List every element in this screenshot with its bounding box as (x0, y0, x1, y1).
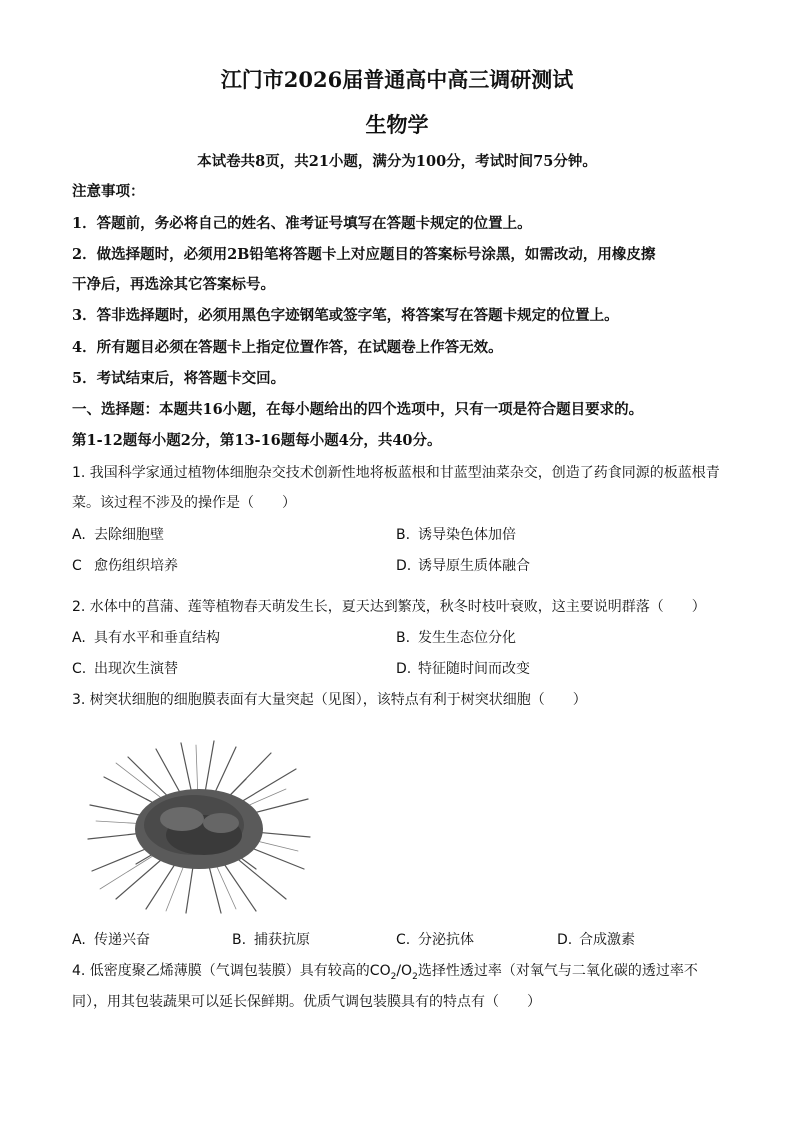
option-key: C (72, 558, 82, 574)
exam-title: 江门市2026届普通高中高三调研测试 (220, 67, 574, 92)
section-scoring: 第1-12题每小题2分，第13-16题每小题4分，共40分。 (72, 432, 442, 449)
option-key: B. (396, 630, 411, 646)
option-key: C. (72, 661, 87, 677)
option-key: C. (396, 932, 411, 948)
option-text: 诱导染色体加倍 (418, 527, 516, 543)
question-1-option-c (72, 556, 178, 576)
dendritic-cell-micrograph-icon (86, 739, 312, 915)
notice-item: 4．所有题目必须在答题卡上指定位置作答，在试题卷上作答无效。 (72, 339, 503, 356)
question-3-stem: 3. 树突状细胞的细胞膜表面有大量突起（见图），该特点有利于树突状细胞（ ） (72, 692, 587, 708)
option-text: 愈伤组织培养 (94, 558, 178, 574)
question-3-option-a (72, 930, 150, 950)
notice-item: 干净后，再选涂其它答案标号。 (72, 276, 275, 293)
option-text: 具有水平和垂直结构 (94, 630, 220, 646)
question-2-option-b (396, 628, 516, 648)
question-2-stem: 2. 水体中的菖蒲、莲等植物春天萌发生长，夏天达到繁茂，秋冬时枝叶衰败，这主要说明群落（ ） (72, 599, 706, 615)
notice-heading: 注意事项： (72, 183, 145, 200)
option-text: 分泌抗体 (418, 932, 474, 948)
question-4-stem-part: 4. 低密度聚乙烯薄膜（气调包装膜）具有较高的CO (72, 963, 391, 979)
notice-item: 3．答非选择题时，必须用黑色字迹钢笔或签字笔，将答案写在答题卡规定的位置上。 (72, 307, 619, 324)
question-3-option-b (232, 930, 310, 950)
option-text: 传递兴奋 (94, 932, 150, 948)
option-key: B. (396, 527, 411, 543)
subscript-2: 2 (412, 971, 418, 982)
question-4-stem-part: 选择性透过率（对氧气与二氧化碳的透过率不 (417, 963, 698, 979)
exam-info: 本试卷共8页，共21小题，满分为100分，考试时间75分钟。 (197, 153, 597, 170)
option-key: A. (72, 630, 86, 646)
option-key: D. (396, 558, 412, 574)
question-4-stem-cont: 同），用其包装蔬果可以延长保鲜期。优质气调包装膜具有的特点有（ ） (72, 994, 541, 1010)
question-1-option-d (396, 556, 530, 576)
question-3-option-c (396, 930, 474, 950)
option-key: D. (557, 932, 573, 948)
question-2-option-c (72, 659, 178, 679)
question-1-stem-cont: 菜。该过程不涉及的操作是（ ） (72, 495, 296, 511)
question-3-option-d (557, 930, 635, 950)
option-key: A. (72, 527, 86, 543)
question-2-option-a (72, 628, 220, 648)
option-key: D. (396, 661, 412, 677)
question-1-option-b (396, 525, 516, 545)
option-text: 出现次生演替 (94, 661, 178, 677)
subject-title: 生物学 (365, 112, 429, 137)
option-text: 捕获抗原 (254, 932, 310, 948)
option-key: B. (232, 932, 247, 948)
option-text: 特征随时间而改变 (418, 661, 530, 677)
question-4-stem-part: /O (396, 963, 413, 979)
notice-item: 1．答题前，务必将自己的姓名、准考证号填写在答题卡规定的位置上。 (72, 215, 532, 232)
section-heading: 一、选择题：本题共16小题，在每小题给出的四个选项中，只有一项是符合题目要求的。 (72, 401, 644, 418)
notice-item: 5．考试结束后，将答题卡交回。 (72, 370, 286, 387)
question-2-option-d (396, 659, 530, 679)
question-1-option-a (72, 525, 164, 545)
option-text: 去除细胞壁 (94, 527, 164, 543)
subscript-2: 2 (390, 971, 397, 982)
option-text: 合成激素 (579, 932, 635, 948)
notice-item: 2．做选择题时，必须用2B铅笔将答题卡上对应题目的答案标号涂黑，如需改动，用橡皮擦 (72, 246, 656, 263)
question-4-stem (72, 961, 732, 987)
option-text: 发生生态位分化 (418, 630, 516, 646)
question-1-stem: 1. 我国科学家通过植物体细胞杂交技术创新性地将板蓝根和甘蓝型油菜杂交，创造了药食同源的板蓝根青 (72, 465, 720, 481)
option-key: A. (72, 932, 86, 948)
option-text: 诱导原生质体融合 (418, 558, 530, 574)
